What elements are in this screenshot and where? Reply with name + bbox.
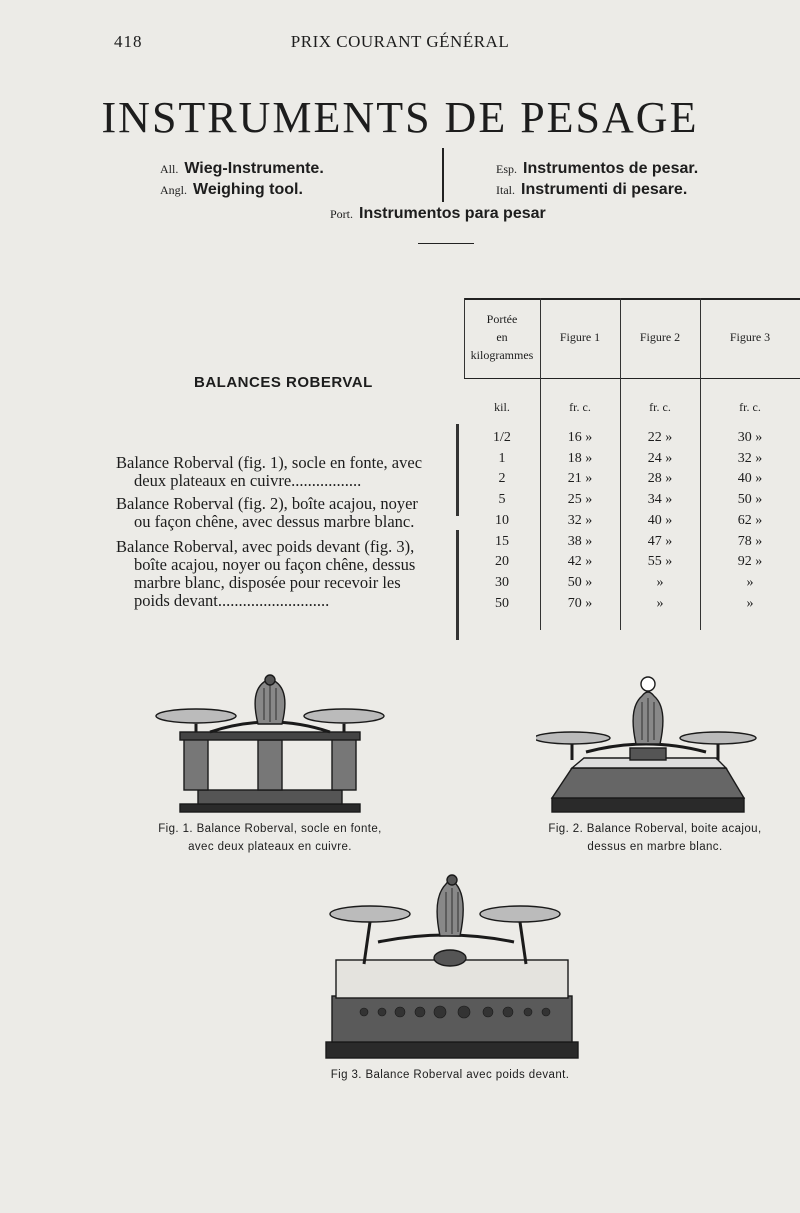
- translation-port: [330, 205, 546, 223]
- lang-text: Instrumentos de pesar.: [523, 160, 699, 177]
- table-cell-price: 16 »: [567, 430, 593, 445]
- table-cell-price: »: [656, 575, 664, 590]
- description-fig2: [116, 495, 462, 531]
- caption-line: Fig. 1. Balance Roberval, socle en fonte,: [158, 823, 382, 835]
- translation-angl: [160, 181, 303, 199]
- table-cell-price: 47 »: [647, 534, 673, 549]
- lang-abbr: All.: [160, 162, 179, 176]
- table-cell-price: 92 »: [737, 554, 763, 569]
- header-line: Portée: [486, 312, 518, 326]
- lang-abbr: Esp.: [496, 162, 517, 176]
- description-fig3: [116, 538, 462, 610]
- table-cell-price: 25 »: [567, 492, 593, 507]
- table-cell-price: 78 »: [737, 534, 763, 549]
- table-cell-portee: 15: [495, 534, 509, 549]
- table-cell-price: 30 »: [737, 430, 763, 445]
- balance-cast-iron-illustration: [140, 672, 400, 814]
- table-top-rule: [464, 298, 800, 300]
- table-cell-price: 50 »: [567, 575, 593, 590]
- translation-ital: [496, 181, 687, 199]
- table-cell-price: 50 »: [737, 492, 763, 507]
- translation-esp: [496, 160, 698, 178]
- description-fig1: [116, 454, 462, 490]
- lang-text: Wieg-Instrumente.: [184, 160, 324, 177]
- table-cell-price: 32 »: [737, 451, 763, 466]
- lang-text: Instrumentos para pesar: [359, 205, 546, 222]
- unit-label: kil.: [494, 400, 510, 414]
- figure-caption: [120, 820, 420, 856]
- table-cell-portee: 50: [495, 596, 509, 611]
- translation-divider: [442, 148, 444, 202]
- table-cell-price: 42 »: [567, 554, 593, 569]
- table-cell-portee: 20: [495, 554, 509, 569]
- page-number: 418: [114, 32, 143, 51]
- table-cell-price: 40 »: [647, 513, 673, 528]
- description-line: Balance Roberval, avec poids devant (fig. 3),: [116, 537, 415, 556]
- table-cell-portee: 5: [498, 492, 506, 507]
- table-cell-price: »: [746, 575, 754, 590]
- table-cell-portee: 10: [495, 513, 509, 528]
- bracket: [456, 530, 459, 640]
- table-cell-price: 18 »: [567, 451, 593, 466]
- table-cell-price: 40 »: [737, 471, 763, 486]
- figure-caption: [510, 820, 800, 856]
- balance-mahogany-box-illustration: [536, 672, 758, 814]
- translation-all: [160, 160, 324, 178]
- table-cell-price: 24 »: [647, 451, 673, 466]
- figure-caption: Fig 3. Balance Roberval avec poids devant.: [330, 1069, 570, 1081]
- table-cell-price: 21 »: [567, 471, 593, 486]
- table-cell-portee: 30: [495, 575, 509, 590]
- caption-line: dessus en marbre blanc.: [587, 841, 723, 853]
- description-line: boîte acajou, noyer ou façon chêne, dessus: [134, 555, 416, 574]
- table-header-rule: [464, 378, 800, 379]
- table-cell-price: 62 »: [737, 513, 763, 528]
- description-line: Balance Roberval (fig. 2), boîte acajou, noyer: [116, 494, 418, 513]
- caption-line: avec deux plateaux en cuivre.: [188, 841, 352, 853]
- table-cell-price: 34 »: [647, 492, 673, 507]
- header-line: kilogrammes: [470, 348, 534, 362]
- table-cell-portee: 2: [498, 471, 506, 486]
- description-line: marbre blanc, disposée pour recevoir les: [134, 573, 401, 592]
- table-cell-portee: 1: [498, 451, 506, 466]
- unit-label: fr. c.: [739, 400, 761, 414]
- bracket: [456, 424, 459, 516]
- column-header-fig3: Figure 3: [729, 330, 771, 344]
- table-cell-price: 38 »: [567, 534, 593, 549]
- table-cell-price: 28 »: [647, 471, 673, 486]
- column-header-portee: [464, 310, 540, 364]
- table-cell-portee: 1/2: [493, 430, 511, 445]
- table-cell-price: 22 »: [647, 430, 673, 445]
- description-line: poids devant...........................: [134, 591, 330, 610]
- table-cell-price: 32 »: [567, 513, 593, 528]
- title-rule: [418, 243, 474, 244]
- unit-label: fr. c.: [649, 400, 671, 414]
- table-cell-price: »: [746, 596, 754, 611]
- description-line: Balance Roberval (fig. 1), socle en fonte, avec: [116, 453, 423, 472]
- description-line: ou façon chêne, avec dessus marbre blanc.: [134, 512, 415, 531]
- lang-text: Weighing tool.: [193, 181, 303, 198]
- column-header-fig2: Figure 2: [639, 330, 681, 344]
- lang-abbr: Ital.: [496, 183, 515, 197]
- lang-abbr: Angl.: [160, 183, 187, 197]
- header-line: en: [496, 330, 508, 344]
- lang-abbr: Port.: [330, 207, 354, 221]
- column-header-fig1: Figure 1: [559, 330, 601, 344]
- table-cell-price: 70 »: [567, 596, 593, 611]
- description-line: deux plateaux en cuivre.................: [134, 471, 362, 490]
- unit-label: fr. c.: [569, 400, 591, 414]
- table-cell-price: 55 »: [647, 554, 673, 569]
- section-title: BALANCES ROBERVAL: [194, 374, 373, 391]
- running-title: PRIX COURANT GÉNÉRAL: [290, 32, 510, 51]
- balance-with-weights-illustration: [318, 872, 586, 1062]
- lang-text: Instrumenti di pesare.: [521, 181, 688, 198]
- caption-line: Fig. 2. Balance Roberval, boite acajou,: [548, 823, 762, 835]
- table-cell-price: »: [656, 596, 664, 611]
- page-title: INSTRUMENTS DE PESAGE: [101, 93, 699, 142]
